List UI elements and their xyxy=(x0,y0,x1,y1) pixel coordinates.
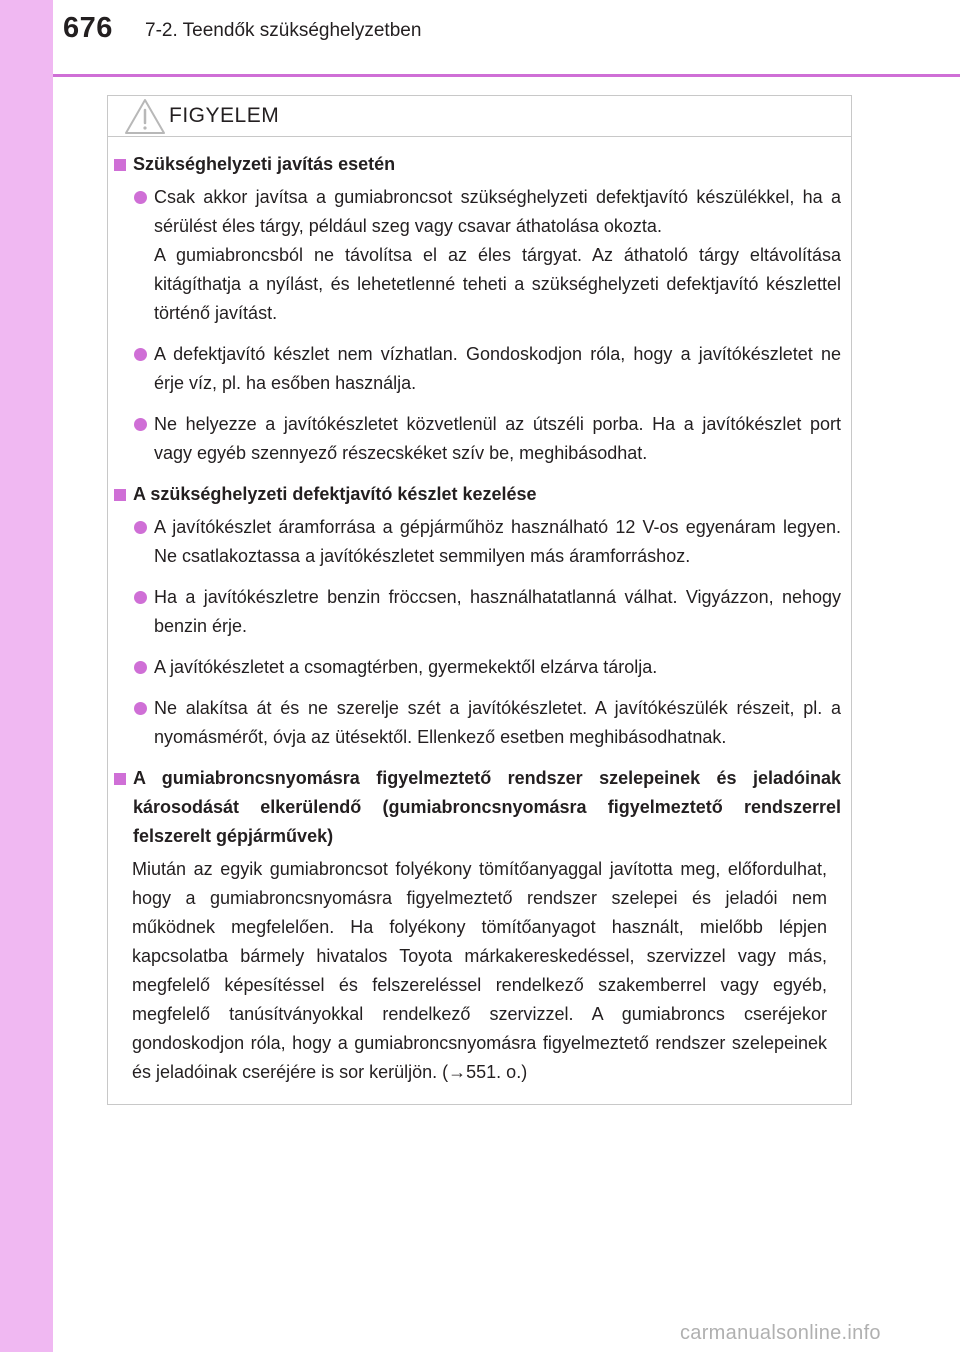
round-bullet-icon xyxy=(134,418,147,431)
section-heading-text: A gumiabroncsnyomásra figyelmeztető rendszer szelepeinek és jeladóinak károsodását elkerülendő (gumiabroncsnyomásra figyelmeztető rendszerrel felszerelt gépjárművek) xyxy=(133,768,841,846)
bullet-item xyxy=(108,410,851,468)
round-bullet-icon xyxy=(134,191,147,204)
warning-header xyxy=(108,96,851,137)
bullet-item xyxy=(108,183,851,328)
section-heading xyxy=(108,764,851,851)
bullet-text: Ha a javítókészletre benzin fröccsen, használhatatlanná válhat. Vigyázzon, nehogy benzin érje. xyxy=(154,587,841,636)
bullet-text: Csak akkor javítsa a gumiabroncsot szükséghelyzeti defektjavító készülékkel, ha a sérülést éles tárgy, például szeg vagy csavar áthatolása okozta. xyxy=(154,187,841,236)
section-heading-text: A szükséghelyzeti defektjavító készlet kezelése xyxy=(133,484,537,504)
round-bullet-icon xyxy=(134,661,147,674)
section-paragraph: Miután az egyik gumiabroncsot folyékony tömítőanyaggal javította meg, előfordulhat, hogy a gumiabroncsnyomásra figyelmeztető rendszer szelepei és jeladói nem működnek megfelelően. Ha folyékony tömítőanyagot használt, mielőbb lépjen kapcsolatba bármely hivatalos Toyota márkakereskedéssel, szervizzel vagy más, megfelelő képesítéssel és felszereléssel rendelkező szakemberrel vagy egyéb, megfelelő tanúsítványokkal rendelkező szervizzel. A gumiabroncs cseréjekor gondoskodjon róla, hogy a gumiabroncsnyomásra figyelmeztető rendszer szelepeinek és jeladóinak cseréjére is sor kerüljön. (→551. o.) xyxy=(132,859,827,1082)
bullet-text: A defektjavító készlet nem vízhatlan. Gondoskodjon róla, hogy a javítókészletet ne érje víz, pl. ha esőben használja. xyxy=(154,344,841,393)
bullet-item xyxy=(108,694,851,752)
bullet-text: Ne helyezze a javítókészletet közvetlenül az útszéli porba. Ha a javítókészlet port vagy egyéb szennyező részecskéket szív be, meghibásodhat. xyxy=(154,414,841,463)
header-divider xyxy=(53,74,960,77)
bullet-text: A gumiabroncsból ne távolítsa el az éles tárgyat. Az áthatoló tárgy eltávolítása kitágíthatja a nyílást, és lehetetlenné teheti a szükséghelyzeti defektjavító készlettel történő javítást. xyxy=(154,245,841,323)
round-bullet-icon xyxy=(134,521,147,534)
round-bullet-icon xyxy=(134,702,147,715)
bullet-text: Ne alakítsa át és ne szerelje szét a javítókészletet. A javítókészülék részeit, pl. a nyomásmérőt, óvja az ütésektől. Ellenkező esetben meghibásodhatnak. xyxy=(154,698,841,747)
chapter-title: 7-2. Teendők szükséghelyzetben xyxy=(145,20,422,41)
chapter-side-band xyxy=(0,0,53,1352)
square-bullet-icon xyxy=(114,773,126,785)
watermark: carmanualsonline.info xyxy=(680,1322,881,1344)
square-bullet-icon xyxy=(114,159,126,171)
warning-triangle-icon xyxy=(121,96,169,136)
bullet-text: A javítókészlet áramforrása a gépjárműhöz használható 12 V-os egyenáram legyen. Ne csatlakoztassa a javítókészletet semmilyen más áramforráshoz. xyxy=(154,517,841,566)
bullet-item xyxy=(108,583,851,641)
page-number: 676 xyxy=(63,12,113,44)
square-bullet-icon xyxy=(114,489,126,501)
bullet-item xyxy=(108,653,851,682)
round-bullet-icon xyxy=(134,348,147,361)
warning-box xyxy=(107,95,852,1105)
section-heading xyxy=(108,150,851,179)
bullet-text: A javítókészletet a csomagtérben, gyermekektől elzárva tárolja. xyxy=(154,657,658,677)
section-heading xyxy=(108,480,851,509)
warning-title: FIGYELEM xyxy=(169,104,280,127)
section-heading-text: Szükséghelyzeti javítás esetén xyxy=(133,154,396,174)
round-bullet-icon xyxy=(134,591,147,604)
warning-content xyxy=(108,148,851,1087)
bullet-item xyxy=(108,340,851,398)
bullet-item xyxy=(108,513,851,571)
